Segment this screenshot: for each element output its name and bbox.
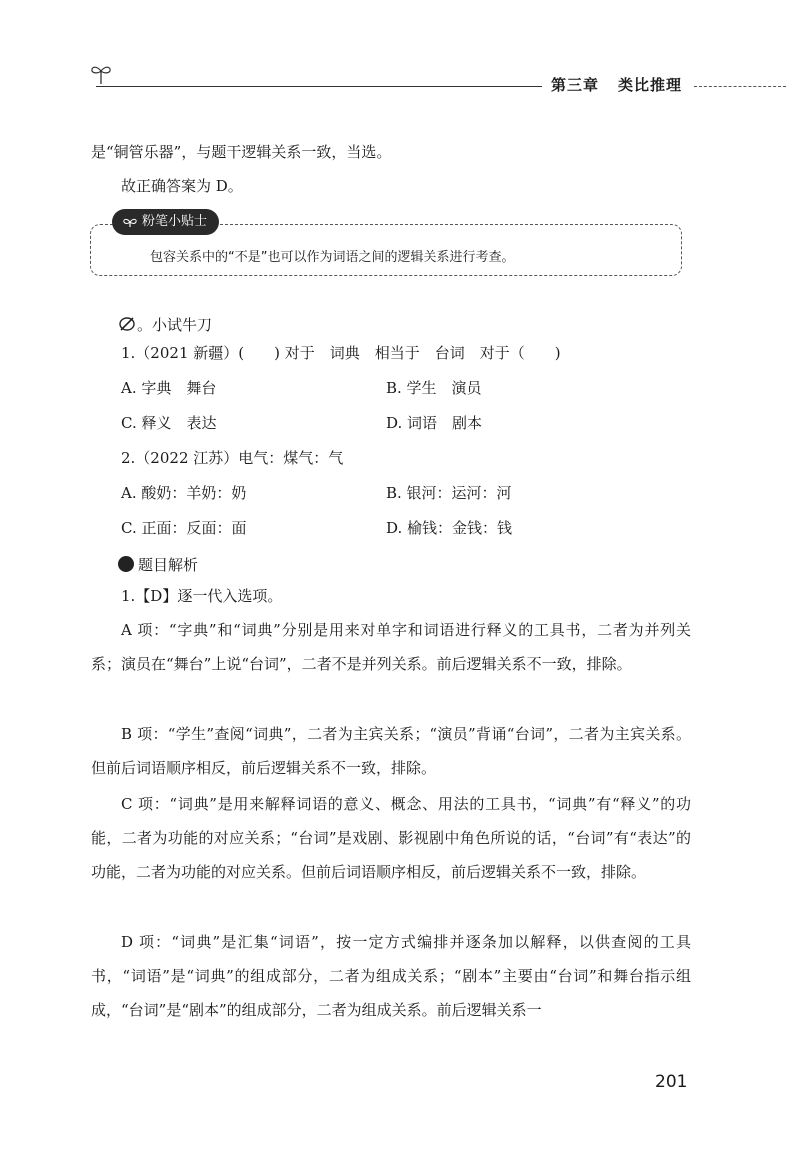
question-1-option-c: C. 释义 表达 [121,414,217,432]
tip-tag [112,209,219,235]
question-2-option-a: A. 酸奶：羊奶：奶 [121,484,247,502]
analysis-para-b: B 项：“学生”查阅“词典”，二者为主宾关系；“演员”背诵“台词”，二者为主宾关系。但前后词语顺序相反，前后逻辑关系不一致，排除。 [91,725,691,777]
chapter-label: 第三章 [551,76,600,94]
question-1-stem: 1.（2021 新疆）( ) 对于 词典 相当于 台词 对于（ ) [121,344,561,362]
analysis-icon [118,556,134,572]
question-2-option-b: B. 银河：运河：河 [386,484,512,502]
answer-line: 1.【D】逐一代入选项。 [121,587,283,605]
tip-label: 粉笔小贴士 [142,214,208,229]
analysis-para-c: C 项：“词典”是用来解释词语的意义、概念、用法的工具书，“词典”有“释义”的功能，二者为功能的对应关系；“台词”是戏剧、影视剧中角色所说的话，“台词”有“表达”的功能，二者为功能的对应关系。但前后词语顺序相反，前后逻辑关系不一致，排除。 [91,795,691,881]
question-1-option-a: A. 字典 舞台 [121,379,217,397]
analysis-para-a: A 项：“字典”和“词典”分别是用来对单字和词语进行释义的工具书，二者为并列关系；演员在“舞台”上说“台词”，二者不是并列关系。前后逻辑关系不一致，排除。 [91,621,691,673]
analysis-para-d: D 项：“词典”是汇集“词语”，按一定方式编排并逐条加以解释，以供查阅的工具书，“词语”是“词典”的组成部分，二者为组成关系；“剧本”主要由“台词”和舞台指示组成，“台词”是“剧本”的组成部分，二者为组成关系。前后逻辑关系一 [91,933,691,1019]
practice-title: 。小试牛刀 [137,316,213,334]
chapter-title: 类比推理 [618,76,683,94]
sprout-icon [88,60,114,86]
header-rule [96,86,542,87]
question-2-option-c: C. 正面：反面：面 [121,519,247,537]
correct-answer-line: 故正确答案为 D。 [121,177,243,195]
tip-text: 包容关系中的“不是”也可以作为词语之间的逻辑关系进行考查。 [150,250,515,265]
header-rule-right [694,86,786,87]
question-2-stem: 2.（2022 江苏）电气：煤气：气 [121,449,344,467]
pencil-icon [118,315,136,333]
analysis-title: 题目解析 [138,556,199,574]
question-1-option-b: B. 学生 演员 [386,379,482,397]
intro-line: 是“铜管乐器”，与题干逻辑关系一致，当选。 [91,143,392,161]
question-1-option-d: D. 词语 剧本 [386,414,483,432]
question-2-option-d: D. 榆钱：金钱：钱 [386,519,513,537]
page-number: 201 [655,1072,688,1092]
leaf-icon [122,216,138,228]
